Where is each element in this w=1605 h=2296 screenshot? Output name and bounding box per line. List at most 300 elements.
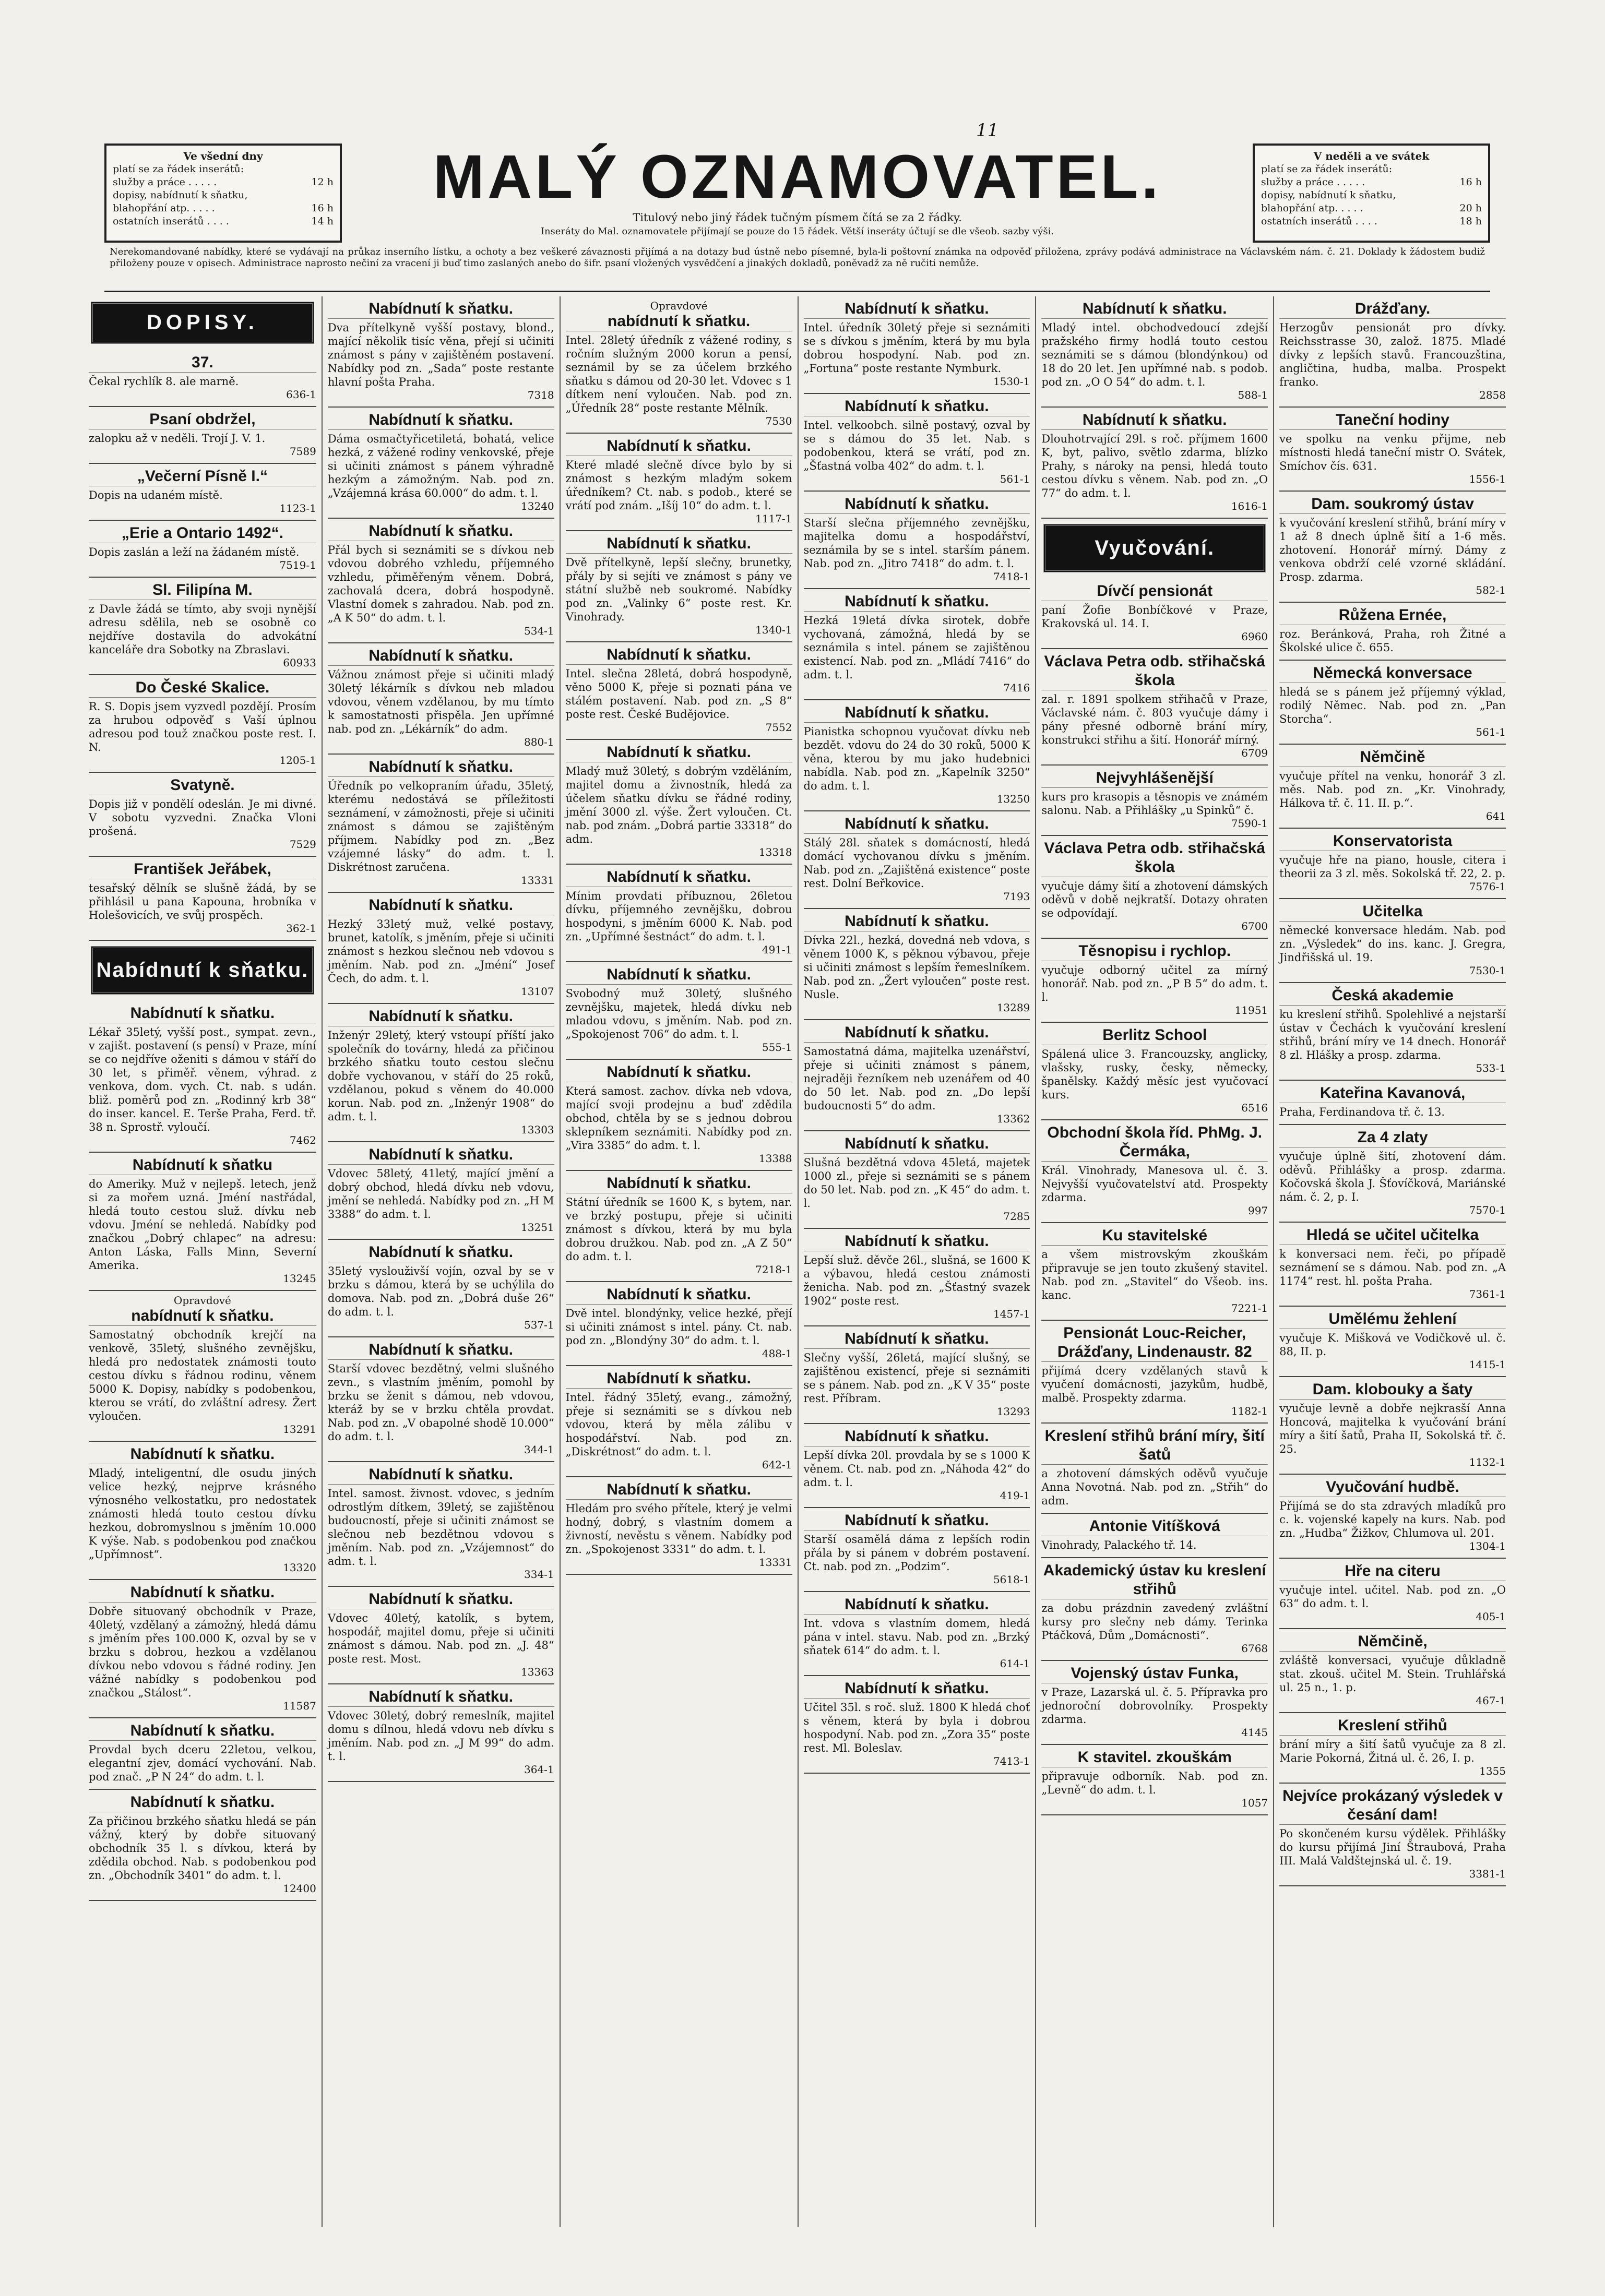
ad-number: 362-1 <box>286 922 316 935</box>
ad-body: Dvě přítelkyně, lepší slečny, brunetky, přály by si sejíti ve známost s pány ve státní službě neb soukromé. Nabídky pod zn. „Valinky 6“ poste rest. Kr. Vinohrady. <box>565 556 792 623</box>
section-title: MALÝ OZNAMOVATEL. <box>433 142 1162 211</box>
ad-number: 636-1 <box>286 388 316 401</box>
ad-heading: Nabídnutí k sňatku. <box>566 965 792 985</box>
ad-body: Dopis na udaném místě. <box>89 489 223 501</box>
classified-ad <box>1041 296 1268 408</box>
ad-heading: Nabídnutí k sňatku. <box>1041 411 1268 430</box>
ad-heading: Psaní obdržel, <box>89 410 316 429</box>
classified-ad <box>1279 492 1506 603</box>
ad-heading: Sl. Filipína M. <box>89 581 316 600</box>
column-3 <box>560 296 798 2227</box>
rate-label: dopisy, nabídnutí k sňatku, <box>113 189 248 201</box>
ad-heading: Drážďany. <box>1279 300 1506 319</box>
classified-ad <box>804 1326 1030 1424</box>
ad-heading: Vojenský ústav Funka, <box>1041 1664 1268 1683</box>
ad-number: 11587 <box>283 1700 316 1712</box>
classified-ad <box>1279 1081 1506 1125</box>
rate-line <box>1261 163 1482 176</box>
classified-ad <box>1041 1424 1268 1514</box>
ad-heading: Nabídnutí k sňatku. <box>566 1063 792 1082</box>
classified-ad <box>89 1580 316 1718</box>
ad-heading: František Jeřábek, <box>89 860 316 879</box>
ad-body: vyučuje intel. učitel. Nab. pod zn. „O 63“ do adm. t. l. <box>1279 1584 1506 1610</box>
classified-ad <box>1041 1558 1268 1661</box>
ad-body: Čekal rychlík 8. ale marně. <box>89 375 239 388</box>
ad-number: 534-1 <box>524 625 554 637</box>
ad-body: Úředník po velkopraním úřadu, 35letý, kterému nedostává se příležitosti seznámení, v zámožnosti, přeje si učiniti známost s dámou se zajištěným příjmem. Nabídky pod zn. „Bez vzájemné lásky“ do adm. t. l. Diskrétnost zaručena. <box>327 780 554 874</box>
ad-body: Intel. velkoobch. silně postavý, ozval by se s dámou do 35 let. Nab. s podobenkou, která se vrátí, pod zn. „Šťastná volba 402“ do adm. t. l. <box>803 419 1030 472</box>
classified-ad <box>89 464 316 521</box>
ad-number: 5618-1 <box>993 1573 1030 1586</box>
rate-line <box>113 189 334 202</box>
ad-number: 7570-1 <box>1469 1204 1506 1216</box>
ad-body: Lepší služ. děvče 26l., slušná, se 1600 K a výbavou, hledá cestou známosti ženicha. Nab. pod zn. „Šťastný svazek 1902“ poste rest. <box>803 1254 1030 1307</box>
ad-number: 13331 <box>521 874 554 887</box>
ad-heading: Vyučování hudbě. <box>1279 1478 1506 1497</box>
ad-number: 1057 <box>1241 1797 1268 1809</box>
ad-heading: Nabídnutí k sňatku. <box>328 758 554 777</box>
ad-number: 7530 <box>765 415 792 427</box>
classified-ad <box>1279 983 1506 1081</box>
ad-number: 880-1 <box>524 736 554 748</box>
ad-number: 7530-1 <box>1469 964 1506 977</box>
classified-ad <box>566 296 792 434</box>
ad-number: 997 <box>1247 1204 1268 1217</box>
rate-value: 14 h <box>311 216 334 227</box>
rate-line <box>113 215 334 228</box>
rate-label: blahopřání atp. . . . . <box>113 202 215 214</box>
ad-heading: Nabídnutí k sňatku. <box>566 534 792 554</box>
ad-heading: Nabídnutí k sňatku. <box>566 645 792 665</box>
ad-heading: Nabídnutí k sňatku. <box>804 1511 1030 1530</box>
classified-ad <box>1041 1120 1268 1223</box>
rate-line <box>113 176 334 189</box>
ad-body: připravuje odborník. Nab. pod zn. „Levně“ do adm. t. l. <box>1041 1770 1268 1796</box>
classified-ad <box>566 1060 792 1171</box>
ad-body: ve spolku na venku přijme, neb místnosti hledá taneční mistr O. Svátek, Smíchov čís. 631. <box>1279 433 1506 472</box>
ad-body: 35letý vyslouživší vojín, ozval by se v brzku s dámou, která by se uchýlila do domova. Nab. pod zn. „Dobrá duše 26“ do adm. t. l. <box>327 1265 554 1318</box>
ad-body: kurs pro krasopis a těsnopis ve známém salonu. Nab. a Přihlášky „u Spinků“ č. <box>1041 791 1268 817</box>
ad-body: a všem mistrovským zkouškám připravuje se jen touto zkušený stavitel. Nab. pod zn. „Stavitel“ do Všeob. ins. kanc. <box>1041 1248 1268 1301</box>
classified-ad <box>89 1790 316 1901</box>
rate-box-weekday <box>104 144 342 243</box>
ad-heading: Konservatorista <box>1279 832 1506 851</box>
ad-number: 13388 <box>758 1152 792 1165</box>
ad-body: Za přičinou brzkého sňatku hledá se pán vážný, který by dobře situovaný obchodník 35 l. s dívkou, která by zdědila obchod. Nab. s podobenkou pod zn. „Obchodník 3401“ do adm. t. l. <box>89 1815 316 1882</box>
ad-body: Dlouhotrvající 29l. s roč. příjmem 1600 K, byt, palivo, světlo zdarma, blízko Prahy, s nároky na pensi, hledá touto cestou dívku s věnem. Nab. pod zn. „O 77“ do adm. t. l. <box>1041 433 1268 499</box>
ad-number: 6700 <box>1241 920 1268 932</box>
ad-number: 641 <box>1485 810 1506 822</box>
ad-body: ku kreslení střihů. Spolehlivé a nejstarší ústav v Čechách k vyučování kreslení střihů, brání míry ve 14 dnech. Honorář 8 zl. Hlášky a prosp. zdarma. <box>1279 1008 1506 1061</box>
classified-ad <box>328 1462 554 1587</box>
ad-heading: Nabídnutí k sňatku. <box>89 1793 316 1812</box>
ad-body: a zhotovení dámských oděvů vyučuje Anna Novotná. Nab. pod zn. „Střih“ do adm. <box>1041 1467 1268 1507</box>
classified-ad <box>328 1587 554 1684</box>
ad-body: vyučuje odborný učitel za mírný honorář. Nab. pod zn. „P B 5“ do adm. t. l. <box>1041 964 1268 1003</box>
ad-heading: „Erie a Ontario 1492“. <box>89 524 316 543</box>
classified-ad <box>566 865 792 962</box>
ad-number: 533-1 <box>1476 1062 1506 1074</box>
ad-body: Samostatná dáma, majitelka uzenářství, přeje si učiniti známost s pánem, nejraději řezníkem neb uzenářem od 40 do 50 let. Nab. pod zn. „Do lepší budoucnosti 5“ do adm. <box>803 1045 1030 1112</box>
classified-ad <box>1279 1125 1506 1223</box>
ad-number: 1457-1 <box>993 1308 1030 1320</box>
ad-heading: Nabídnutí k sňatku. <box>89 1721 316 1741</box>
ad-number: 7361-1 <box>1469 1288 1506 1300</box>
ad-number: 13291 <box>283 1423 316 1436</box>
ad-heading: Nabídnutí k sňatku. <box>804 495 1030 514</box>
ad-number: 7285 <box>1003 1210 1030 1223</box>
rate-line <box>113 163 334 176</box>
ad-body: Hezká 19letá dívka sirotek, dobře vychovaná, zámožná, hledá by se seznámila s intel. pánem se zajištěnou existencí. Nab. pod zn. „Mládí 7416“ do adm. t. l. <box>803 614 1030 681</box>
ad-number: 13245 <box>283 1272 316 1285</box>
ad-heading: Nabídnutí k sňatku. <box>804 1427 1030 1446</box>
classified-ad <box>328 893 554 1004</box>
classified-ad <box>804 1676 1030 1774</box>
ad-number: 642-1 <box>762 1458 792 1471</box>
classified-ad <box>89 521 316 578</box>
classified-ad <box>804 394 1030 492</box>
ad-heading: Nabídnutí k sňatku. <box>328 1465 554 1485</box>
ad-body: Dopis již v pondělí odeslán. Je mi divné. V sobotu vyzvedni. Značka Vloni prošená. <box>89 798 316 838</box>
ad-number: 13293 <box>996 1405 1030 1418</box>
ad-body: roz. Beránková, Praha, roh Žitné a Školské ulice č. 655. <box>1279 628 1506 654</box>
ad-number: 1132-1 <box>1469 1456 1506 1468</box>
rate-label: služby a práce . . . . . <box>113 176 217 188</box>
ad-number: 1340-1 <box>755 624 792 636</box>
ad-body: Dvě intel. blondýnky, velice hezké, přejí si učiniti známost s intel. pány. Ct. nab. pod zn. „Blondýny 30“ do adm. t. l. <box>565 1307 792 1347</box>
column-4 <box>798 296 1036 2227</box>
classified-ad <box>1279 603 1506 661</box>
ad-body: vyučuje přítel na venku, honorář 3 zl. měs. Nab. pod zn. „Kr. Vinohrady, Hálkova tř. č. 11. II. p.“. <box>1279 770 1506 809</box>
ad-number: 364-1 <box>524 1763 554 1776</box>
ad-body: Dáma osmačtyřicetiletá, bohatá, velice hezká, z vážené rodiny venkovské, přeje si učiniti známost s pánem výhradně hezkým a zámožným. Nab. pod zn. „Vzájemná krása 60.000“ do adm. t. l. <box>327 433 554 499</box>
ad-heading: Nabídnutí k sňatku. <box>804 703 1030 723</box>
classified-ad <box>1041 1023 1268 1120</box>
ad-number: 1530-1 <box>993 375 1030 388</box>
ad-heading: Obchodní škola říd. PhMg. J. Čermáka, <box>1041 1123 1268 1162</box>
classified-ad <box>1279 1713 1506 1784</box>
rate-value: 16 h <box>1459 176 1482 188</box>
ad-body: zvláště konversaci, vyučuje důkladně stat. zkouš. učitel M. Stein. Truhlářská ul. 25 n., 1. p. <box>1279 1654 1506 1694</box>
ad-body: Mladý intel. obchodvedoucí zdejší pražského firmy hodlá touto cestou seznámiti se s dámou (blondýnkou) od 18 do 20 let. Jen upřímné nab. s podob. pod zn. „O O 54“ do adm. t. l. <box>1041 321 1268 388</box>
ad-number: 2858 <box>1479 389 1506 401</box>
ad-number: 7529 <box>289 838 316 851</box>
classified-ad <box>328 1142 554 1240</box>
rate-label: platí se za řádek inserátů: <box>1261 163 1393 175</box>
ad-heading: Nabídnutí k sňatku. <box>89 1583 316 1603</box>
ad-heading: Nabídnutí k sňatku. <box>328 522 554 541</box>
ad-number: 467-1 <box>1476 1694 1506 1707</box>
ad-heading: Učitelka <box>1279 902 1506 922</box>
classified-ad <box>89 773 316 857</box>
ad-body: Pianistka schopnou vyučovat dívku neb bezdět. vdovu do 24 do 30 roků, 5000 K věna, kterou by mu jako hudebnici nabídla. Nab. pod zn. „Kapelník 3250“ do adm. t. l. <box>803 725 1030 792</box>
ad-body: německé konversace hledám. Nab. pod zn. „Výsledek“ do ins. kanc. J. Gregra, Jindřišská ul. 19. <box>1279 924 1506 964</box>
classified-ad <box>566 740 792 865</box>
ad-heading: Nabídnutí k sňatku. <box>804 397 1030 416</box>
ad-body: zalopku až v neděli. Trojí J. V. 1. <box>89 432 266 445</box>
ad-body: vyučuje levně a dobře nejkrasší Anna Honcová, majitelka k vyučování brání míry a šití šatů, Praha II, Sokolská tř. č. 25. <box>1279 1402 1506 1455</box>
classified-ad <box>566 1366 792 1477</box>
classified-ad <box>1279 408 1506 492</box>
ad-heading: Kreslení střihů brání míry, šití šatů <box>1041 1427 1268 1465</box>
classified-ad <box>89 350 316 407</box>
classified-ad <box>804 1508 1030 1592</box>
classified-ad <box>328 519 554 643</box>
ad-body: Hledám pro svého přítele, který je velmi hodný, dobrý, s vlastním domem a živností, nevěstu s věnem. Nabídky pod zn. „Spokojenost 3331“ do adm. t. l. <box>565 1502 792 1556</box>
ad-number: 7221-1 <box>1231 1302 1268 1314</box>
ad-heading: Nabídnutí k sňatku. <box>566 743 792 762</box>
ad-heading: Německá konversace <box>1279 664 1506 683</box>
classified-ad <box>1041 649 1268 766</box>
classified-ad <box>1279 1377 1506 1475</box>
ad-body: Vážnou známost přeje si učiniti mladý 30letý lékárník s dívkou neb mladou vdovou, věnem vzdělanou, by mu tímto k samostatnosti přispěla. Jen upřímné nab. pod zn. „Lékárník“ do adm. <box>327 668 554 735</box>
ad-body: Dobře situovaný obchodník v Praze, 40letý, vzdělaný a zámožný, hledá dámu s jměním přes 100.000 K, ozval by se v brzku s dobrou, hezkou a vzdělanou dívkou nebo vdovou s řádné rodiny. Jen vážné nabídky s podobenkou pod značkou „Stálost“. <box>89 1605 316 1699</box>
ad-number: 13331 <box>758 1556 792 1569</box>
ad-body: Intel. úředník 30letý přeje si seznámiti se s dívkou s jměním, která by mu byla dobrou hospodyní. Nab. pod zn. „Fortuna“ poste restante Nymburk. <box>803 321 1030 375</box>
ad-number: 13251 <box>521 1221 554 1234</box>
ad-number: 7413-1 <box>993 1755 1030 1767</box>
ad-number: 6709 <box>1241 747 1268 759</box>
ad-heading: Václava Petra odb. střihačská škola <box>1041 839 1268 877</box>
ad-heading: Nabídnutí k sňatku. <box>328 1145 554 1165</box>
ad-number: 7590-1 <box>1231 817 1268 830</box>
ad-number: 582-1 <box>1476 584 1506 596</box>
ad-body: z Davle žádá se tímto, aby svoji nynější adresu sdělila, neb se osobně co nejdříve dostavila do advokátní kanceláře dra Sobotky na Zbraslavi. <box>89 603 316 656</box>
ad-body: Mladý muž 30letý, s dobrým vzděláním, majitel domu a živnostník, hledá za účelem sňatku dívku se řádné rodiny, jmění 3000 zl. výše. Žert vyloučen. Ct. nab. pod znám. „Dobrá partie 33318“ do adm. <box>565 765 792 845</box>
classified-ad <box>89 1718 316 1790</box>
ad-number: 6960 <box>1241 630 1268 643</box>
ad-body: Starší osamělá dáma z lepších rodin přála by si pánem v dobrém postavení. Ct. nab. pod zn. „Podzim“. <box>803 1533 1030 1573</box>
rate-value: 12 h <box>311 176 334 188</box>
rate-label: blahopřání atp. . . . . <box>1261 202 1363 214</box>
ad-heading: Hře na citeru <box>1279 1562 1506 1581</box>
ad-body: Samostatný obchodník krejčí na venkově, 35letý, slušného zevnějšku, hledá pro nedostatek známosti touto cestou dívku s řádnou rodinu, věnem 5000 K. Dopisy, nabídky s podobenkou, kterou se vrátí, do zvláštní adresy. Žert vyloučen. <box>89 1329 316 1422</box>
ad-heading: Nabídnutí k sňatku. <box>566 1480 792 1500</box>
ad-number: 491-1 <box>762 943 792 956</box>
classified-ad <box>1279 1307 1506 1377</box>
ad-heading: Těsnopisu i rychlop. <box>1041 942 1268 961</box>
ad-number: 419-1 <box>1000 1489 1030 1502</box>
ad-number: 7318 <box>527 389 554 401</box>
ad-heading: Dam. soukromý ústav <box>1279 495 1506 514</box>
ad-body: Praha, Ferdinandova tř. č. 13. <box>1279 1106 1445 1118</box>
classified-ad <box>804 909 1030 1020</box>
ad-number: 7462 <box>289 1134 316 1146</box>
classified-ad <box>328 1004 554 1142</box>
ad-heading: Nabídnutí k sňatku. <box>328 411 554 430</box>
rate-box-title: V neděli a ve svátek <box>1313 150 1430 162</box>
classified-ad <box>89 1001 316 1153</box>
ad-body: Dopis zaslán a leží na žádaném místě. <box>89 546 300 558</box>
ad-number: 561-1 <box>1476 726 1506 738</box>
ad-number: 537-1 <box>524 1319 554 1331</box>
classified-ad <box>328 408 554 519</box>
classified-ad <box>804 492 1030 589</box>
ad-heading: Nabídnutí k sňatku. <box>804 1679 1030 1699</box>
ad-heading: Růžena Ernée, <box>1279 606 1506 625</box>
classified-ad <box>1041 1661 1268 1745</box>
ad-heading: Nabídnutí k sňatku. <box>328 300 554 319</box>
classified-ad <box>1279 296 1506 408</box>
rate-line <box>1261 176 1482 189</box>
ad-body: Dívka 22l., hezká, dovedná neb vdova, s věnem 1000 K, s pěknou výbavou, přeje si učiniti známost s lepším řemeslníkem. Nab. pod zn. „Žert vyloučen“ poste rest. Nusle. <box>803 934 1030 1001</box>
rate-value: 16 h <box>311 202 334 214</box>
ad-body: do Ameriky. Muž v nejlepš. letech, jenž si za mořem uzná. Jméní nastřádal, hledá touto cestou služ. dívku neb vdovu. Jméní se nehledá. Nabídky pod značkou „Dobrý chlapec“ na adresu: Anton Láska, Falls Minn, Severní Amerika. <box>89 1178 316 1272</box>
ad-body: Svobodný muž 30letý, slušného zevnějšku, majetek, hledá dívku neb mladou vdovu, s jměním. Nab. pod zn. „Spokojenost 706“ do adm. t. l. <box>565 987 792 1041</box>
ad-number: 588-1 <box>1238 389 1268 401</box>
ad-body: Dva přítelkyně vyšší postavy, blond., mající několik tisíc věna, přejí si učiniti známost s pány v zajištěném postavení. Nabídky pod zn. „Sada“ poste restante hlavní pošta Praha. <box>327 321 554 388</box>
classified-ad <box>804 1131 1030 1229</box>
rate-box-holiday <box>1253 144 1490 243</box>
ad-body: Lepší dívka 20l. provdala by se s 1000 K věnem. Ct. nab. pod zn. „Náhoda 42“ do adm. t. l. <box>803 1449 1030 1489</box>
column-2 <box>322 296 560 2227</box>
ad-heading: Umělému žehlení <box>1279 1310 1506 1329</box>
ad-body: Vinohrady, Palackého tř. 14. <box>1041 1539 1197 1551</box>
rate-value: 18 h <box>1459 216 1482 227</box>
ad-number: 334-1 <box>524 1568 554 1581</box>
ad-number: 1182-1 <box>1231 1405 1268 1417</box>
masthead <box>352 144 1242 243</box>
ad-number: 13250 <box>996 793 1030 805</box>
ad-number: 7218-1 <box>755 1263 792 1276</box>
ad-body: Intel. řádný 35letý, evang., zámožný, přeje si seznámiti se s dívkou neb vdovou, která by měla zálibu v hospodářství. Nab. pod zn. „Diskrétnost“ do adm. t. l. <box>565 1391 792 1458</box>
column-5 <box>1035 296 1273 2227</box>
classified-ad <box>1279 1784 1506 1886</box>
column-6 <box>1273 296 1511 2227</box>
ad-heading: Nabídnutí k sňatku. <box>804 300 1030 319</box>
ad-heading: Antonie Vitíšková <box>1041 1517 1268 1536</box>
ad-number: 1355 <box>1479 1765 1506 1777</box>
ad-heading: Nabídnutí k sňatku. <box>328 1590 554 1609</box>
classified-ad <box>1041 836 1268 939</box>
ad-body: Která samost. zachov. dívka neb vdova, mající svoji prodejnu a buď zdědila obchod, chtěla by se s jednou dobrou sklepníkem seznámiti. Nabídky pod zn. „Vira 3385“ do adm. t. l. <box>565 1085 792 1152</box>
ad-body: za dobu prázdnin zavedený zvláštní kursy pro slečny neb dámy. Terinka Ptáčková, Dům „Domácnosti“. <box>1041 1602 1268 1642</box>
ad-body: k konversaci nem. řeči, po případě seznámení se s dámou. Nab. pod zn. „A 1174“ rest. hl. pošta Praha. <box>1279 1248 1506 1287</box>
classified-ad <box>1041 579 1268 649</box>
ad-number: 1123-1 <box>279 502 316 515</box>
ad-body: Stálý 28l. sňatek s domácností, hledá domácí vychovanou dívku s jměním. Nab. pod zn. „Zajištěná existence“ poste rest. Dolní Beřkovice. <box>803 836 1030 890</box>
classified-ad <box>1041 766 1268 836</box>
ad-number: 6768 <box>1241 1642 1268 1655</box>
classified-ad <box>1279 1629 1506 1713</box>
ad-heading: Nabídnutí k sňatku. <box>804 1134 1030 1154</box>
rate-line <box>1261 215 1482 228</box>
classified-ad <box>89 1153 316 1291</box>
ad-body: Herzogův pensionát pro dívky. Reichsstrasse 30, založ. 1875. Mladé dívky z lepších stavů. Francouzština, angličtina, hudba, malba. Prospekt franko. <box>1279 321 1506 388</box>
ad-heading: Berlitz School <box>1041 1026 1268 1045</box>
rate-label: služby a práce . . . . . <box>1261 176 1365 188</box>
ad-body: Vdovec 40letý, katolík, s bytem, hospodář, majitel domu, přeje si učiniti známost s dámou. Nab. pod zn. „J. 48“ poste rest. Most. <box>327 1612 554 1665</box>
ad-body: Mladý, inteligentní, dle osudu jiných velice hezký, nejprve krásného výnosného velkostatku, pro nedostatek známosti hledá touto cestou dívku hezkou, dobromyslnou s jměním 10.000 K výše. Nab. s podobenkou pod značkou „Upřímnost“. <box>89 1467 316 1561</box>
classified-ad <box>328 755 554 893</box>
ad-body: vyučuje K. Mišková ve Vodičkově ul. č. 88, II. p. <box>1279 1332 1506 1358</box>
classified-ad <box>566 962 792 1060</box>
ad-body: Přijímá se do sta zdravých mladíků pro c. k. vojenské kapely na kurs. Nab. pod zn. „Hudba“ Žižkov, Chlumova ul. 201. <box>1279 1500 1506 1539</box>
ad-heading: Nejvyhlášenější <box>1041 769 1268 788</box>
classified-ad <box>89 675 316 773</box>
ad-body: Intel. 28letý úředník z vážené rodiny, s ročním služným 2000 korun a pensí, seznámil by se za účelem brzkého sňatku s dámou od 20-30 let. Vdovec s 1 dítkem není vyloučen. Nab. pod zn. „Úředník 28“ poste restante Mělník. <box>565 334 792 414</box>
section-note: Inseráty do Mal. oznamovatele přijímají se pouze do 15 řádek. Větší inseráty účtují se dle všeob. sazby výši. <box>540 226 1054 237</box>
ad-body: hledá se s pánem jež příjemný výklad, rodilý Němec. Nab. pod zn. „Pan Storcha“. <box>1279 686 1506 725</box>
classified-ad <box>1279 899 1506 983</box>
ad-heading: Němčině, <box>1279 1632 1506 1652</box>
classified-ad <box>566 531 792 642</box>
ad-preheading: Opravdové <box>173 1294 231 1307</box>
rate-label: dopisy, nabídnutí k sňatku, <box>1261 189 1396 201</box>
classified-ad <box>804 811 1030 909</box>
ad-heading: Nabídnutí k sňatku. <box>328 1243 554 1262</box>
ad-heading: Nabídnutí k sňatku. <box>566 868 792 887</box>
ad-number: 7589 <box>289 445 316 458</box>
header <box>104 144 1490 243</box>
ad-number: 13363 <box>521 1666 554 1678</box>
ad-body: tesařský dělník se slušně žádá, by se přihlásil u pana Kapouna, hrobníka v Holešovicích, ve svůj prospěch. <box>89 882 316 922</box>
classified-ad <box>89 578 316 675</box>
ad-heading: Nabídnutí k sňatku. <box>566 1369 792 1389</box>
ad-heading: Nabídnutí k sňatku. <box>328 896 554 915</box>
rate-line <box>1261 189 1482 202</box>
ad-number: 6516 <box>1241 1102 1268 1114</box>
classified-ad <box>328 1337 554 1462</box>
classified-ad <box>89 1442 316 1580</box>
ad-heading: Kreslení střihů <box>1279 1716 1506 1736</box>
rate-line <box>1261 202 1482 215</box>
ad-heading: Akademický ústav ku kreslení střihů <box>1041 1561 1268 1599</box>
ad-body: Slušná bezdětná vdova 45letá, majetek 1000 zl., přeje si seznámiti se s pánem do 50 let. Nab. pod zn. „K 45“ do adm. t. l. <box>803 1156 1030 1210</box>
ad-heading: Nabídnutí k sňatku. <box>566 437 792 456</box>
classified-ad <box>1041 1745 1268 1815</box>
ad-number: 7416 <box>1003 681 1030 694</box>
ad-heading: Nabídnutí k sňatku. <box>804 592 1030 612</box>
ad-body: Hezký 33letý muž, velké postavy, brunet, katolík, s jměním, přeje si učiniti známost s hezkou slečnou neb vdovou s jměním. Nab. pod zn. „Jméní“ Josef Čech, do adm. t. l. <box>327 918 554 985</box>
ad-heading: Nabídnutí k sňatku. <box>328 647 554 666</box>
rate-label: ostatních inserátů . . . . <box>1261 216 1377 227</box>
ad-heading: Pensionát Louc-Reicher, Drážďany, Lindenaustr. 82 <box>1041 1324 1268 1362</box>
ad-heading: Nabídnutí k sňatku. <box>804 912 1030 931</box>
classified-ad <box>1041 1514 1268 1558</box>
ad-body: Intel. samost. živnost. vdovec, s jedním odrostlým dítkem, 39letý, se zajištěnou budoucností, přeje si učiniti známost se slečnou neb bezdětnou vdovou s jměním. Nab. pod zn. „Vzájemnost“ do adm. t. l. <box>327 1487 554 1568</box>
ad-number: 4145 <box>1241 1726 1268 1739</box>
classified-ad <box>804 1424 1030 1508</box>
classified-ad <box>328 643 554 755</box>
classified-ad <box>1279 1559 1506 1629</box>
classified-ad <box>1279 829 1506 899</box>
ad-body: v Praze, Lazarská ul. č. 5. Přípravka pro jednoroční dobrovolníky. Prospekty zdarma. <box>1041 1686 1268 1726</box>
ad-heading: Taneční hodiny <box>1279 411 1506 430</box>
ad-number: 7552 <box>765 721 792 734</box>
ad-number: 1117-1 <box>755 512 792 525</box>
classified-ad <box>328 1240 554 1337</box>
ad-heading: Do České Skalice. <box>89 678 316 698</box>
classified-ad <box>804 1592 1030 1676</box>
ad-body: Slečny vyšší, 26letá, mající slušný, se zajištěnou existencí, přeje si seznámiti se s pánem. Nab. pod zn. „K V 35“ poste rest. Příbram. <box>803 1352 1030 1405</box>
ad-body: k vyučování kreslení střihů, brání míry v 1 až 8 dnech úplně šití a 1-6 měs. zhotovení. Honorář mírný. Dámy z venkova obdrží celé vzorné skládání. Prosp. zdarma. <box>1279 517 1506 583</box>
rate-line <box>113 202 334 215</box>
ad-number: 1616-1 <box>1231 500 1268 512</box>
section-banner: Vyučování. <box>1043 524 1266 572</box>
classified-ad <box>566 642 792 740</box>
ad-body: vyučuje úplně šití, zhotovení dám. oděvů. Přihlášky a prosp. zdarma. Kočovská škola J. Šťovíčková, Mariánské nám. č. 2, p. I. <box>1279 1150 1506 1203</box>
ad-heading: Nabídnutí k sňatku. <box>89 1445 316 1464</box>
ad-number: 1556-1 <box>1469 473 1506 485</box>
ad-heading: Václava Petra odb. střihačská škola <box>1041 652 1268 690</box>
section-banner: DOPISY. <box>91 302 314 344</box>
classified-ad <box>1041 1223 1268 1321</box>
ad-number: 13318 <box>758 846 792 858</box>
ad-number: 13240 <box>521 500 554 512</box>
ad-body: Int. vdova s vlastním domem, hledá pána v intel. stavu. Nab. pod zn. „Brzký sňatek 614“ do adm. t. l. <box>803 1617 1030 1657</box>
ad-number: 60933 <box>283 656 316 669</box>
